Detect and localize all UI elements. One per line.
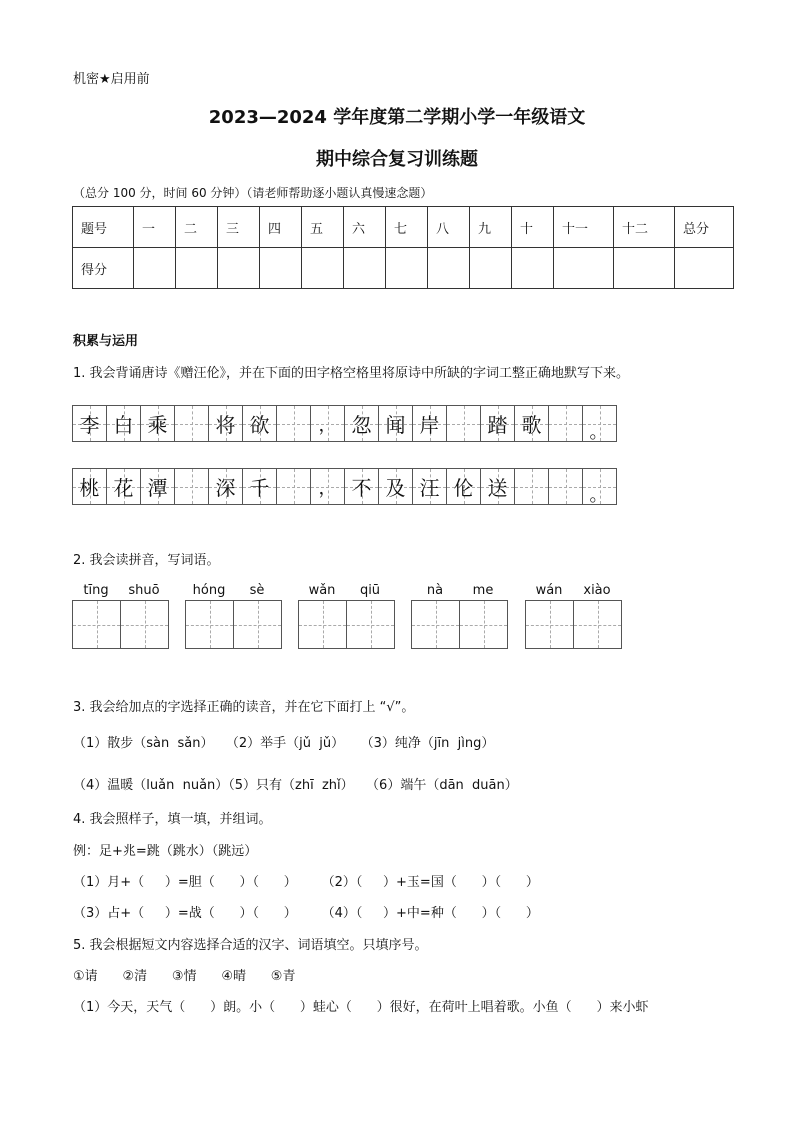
grid-cell: 送	[481, 469, 515, 504]
pinyin-label: wǎn	[308, 583, 336, 598]
writing-box[interactable]	[121, 601, 169, 648]
question-1: 1. 我会背诵唐诗《赠汪伦》，并在下面的田字格空格里将原诗中所缺的字词工整正确地默写下来。	[73, 366, 630, 381]
pinyin-group-1	[72, 583, 169, 649]
score-input-cell[interactable]	[470, 248, 512, 289]
score-cell: 十	[512, 207, 554, 248]
writing-box[interactable]	[73, 601, 121, 648]
score-input-cell[interactable]	[218, 248, 260, 289]
grid-cell: 白	[107, 406, 141, 441]
page-subtitle: 期中综合复习训练题	[316, 149, 478, 170]
score-cell: 六	[344, 207, 386, 248]
grid-cell: 将	[209, 406, 243, 441]
score-cell: 总分	[675, 207, 734, 248]
blank-grid-cell[interactable]	[175, 406, 209, 441]
score-cell: 题号	[73, 207, 134, 248]
question-4: 4. 我会照样子，填一填，并组词。	[73, 812, 272, 827]
pinyin-group-3	[298, 583, 395, 649]
score-cell: 四	[260, 207, 302, 248]
score-input-cell[interactable]	[614, 248, 675, 289]
grid-cell: 乘	[141, 406, 175, 441]
pinyin-label: shuō	[128, 583, 160, 598]
writing-box[interactable]	[412, 601, 460, 648]
score-cell: 七	[386, 207, 428, 248]
question-5: 5. 我会根据短文内容选择合适的汉字、词语填空。只填序号。	[73, 938, 428, 953]
pinyin-label: qiū	[359, 583, 381, 598]
section-title: 积累与运用	[73, 334, 139, 349]
blank-grid-cell[interactable]	[277, 406, 311, 441]
question-5-line-1: （1）今天，天气（ ）朗。小（ ）蛙心（ ）很好，在荷叶上唱着歌。小鱼（ ）来小虾	[73, 1000, 649, 1015]
score-input-cell[interactable]	[344, 248, 386, 289]
score-table-score-row	[73, 248, 734, 289]
grid-cell: 伦	[447, 469, 481, 504]
score-cell: 一	[134, 207, 176, 248]
writing-box[interactable]	[574, 601, 622, 648]
score-cell: 十二	[614, 207, 675, 248]
pinyin-group-5	[525, 583, 622, 649]
score-input-cell[interactable]	[176, 248, 218, 289]
score-cell: 五	[302, 207, 344, 248]
grid-cell: 深	[209, 469, 243, 504]
grid-cell: 千	[243, 469, 277, 504]
grid-cell: 不	[345, 469, 379, 504]
question-3-line-2: （4）温暖（luǎn nuǎn）（5）只有（zhī zhǐ） （6）端午（dān duān）	[73, 778, 518, 793]
score-input-cell[interactable]	[512, 248, 554, 289]
pinyin-label: tīng	[83, 583, 109, 598]
blank-grid-cell[interactable]	[175, 469, 209, 504]
score-cell: 八	[428, 207, 470, 248]
question-5-options: ①请 ②清 ③情 ④晴 ⑤青	[73, 969, 296, 984]
grid-cell: ，	[311, 469, 345, 504]
score-cell: 十一	[554, 207, 614, 248]
grid-cell: 。	[583, 406, 617, 441]
score-input-cell[interactable]	[675, 248, 734, 289]
grid-cell: 及	[379, 469, 413, 504]
writing-box[interactable]	[234, 601, 282, 648]
blank-grid-cell[interactable]	[515, 469, 549, 504]
blank-grid-cell[interactable]	[549, 469, 583, 504]
question-3: 3. 我会给加点的字选择正确的读音，并在它下面打上 “√”。	[73, 700, 415, 715]
blank-grid-cell[interactable]	[277, 469, 311, 504]
question-4-example: 例：足+兆=跳（跳水）（跳远）	[73, 844, 258, 859]
grid-cell: 忽	[345, 406, 379, 441]
pinyin-label: nà	[426, 583, 444, 598]
grid-cell: 。	[583, 469, 617, 504]
page-title: 2023—2024 学年度第二学期小学一年级语文	[208, 107, 586, 128]
pinyin-label: wán	[535, 583, 563, 598]
blank-grid-cell[interactable]	[447, 406, 481, 441]
grid-cell: 潭	[141, 469, 175, 504]
score-input-cell[interactable]	[260, 248, 302, 289]
pinyin-label: me	[472, 583, 494, 598]
score-table	[72, 206, 734, 289]
blank-grid-cell[interactable]	[549, 406, 583, 441]
grid-cell: 闻	[379, 406, 413, 441]
question-3-line-1: （1）散步（sàn sǎn） （2）举手（jǔ jǔ） （3）纯净（jīn jìng）	[73, 736, 495, 751]
question-4-line-2: （3）占+（ ）=战（ ）（ ） （4）（ ）+中=种（ ）（ ）	[73, 906, 539, 921]
grid-cell: 花	[107, 469, 141, 504]
grid-cell: 歌	[515, 406, 549, 441]
grid-cell: 汪	[413, 469, 447, 504]
pinyin-group-2	[185, 583, 282, 649]
score-input-cell[interactable]	[134, 248, 176, 289]
writing-box[interactable]	[347, 601, 395, 648]
grid-cell: 李	[73, 406, 107, 441]
score-cell: 三	[218, 207, 260, 248]
question-4-line-1: （1）月+（ ）=胆（ ）（ ） （2）（ ）+玉=国（ ）（ ）	[73, 875, 539, 890]
writing-box[interactable]	[526, 601, 574, 648]
writing-box[interactable]	[460, 601, 508, 648]
score-input-cell[interactable]	[428, 248, 470, 289]
grid-cell: 岸	[413, 406, 447, 441]
pinyin-group-4	[411, 583, 508, 649]
poem-grid-row-1	[72, 405, 617, 442]
exam-note: （总分 100 分，时间 60 分钟）（请老师帮助逐小题认真慢速念题）	[73, 186, 433, 200]
score-table-header-row	[73, 207, 734, 248]
score-cell: 二	[176, 207, 218, 248]
pinyin-label: xiào	[583, 583, 611, 598]
grid-cell: 桃	[73, 469, 107, 504]
score-cell: 九	[470, 207, 512, 248]
score-input-cell[interactable]	[302, 248, 344, 289]
score-input-cell[interactable]	[554, 248, 614, 289]
writing-box[interactable]	[299, 601, 347, 648]
pinyin-label: sè	[249, 583, 265, 598]
grid-cell: 踏	[481, 406, 515, 441]
pinyin-label: hóng	[192, 583, 226, 598]
poem-grid-row-2	[72, 468, 617, 505]
grid-cell: ，	[311, 406, 345, 441]
score-cell: 得分	[73, 248, 134, 289]
score-input-cell[interactable]	[386, 248, 428, 289]
question-2: 2. 我会读拼音，写词语。	[73, 553, 220, 568]
grid-cell: 欲	[243, 406, 277, 441]
confidential-label: 机密★启用前	[73, 72, 150, 87]
writing-box[interactable]	[186, 601, 234, 648]
